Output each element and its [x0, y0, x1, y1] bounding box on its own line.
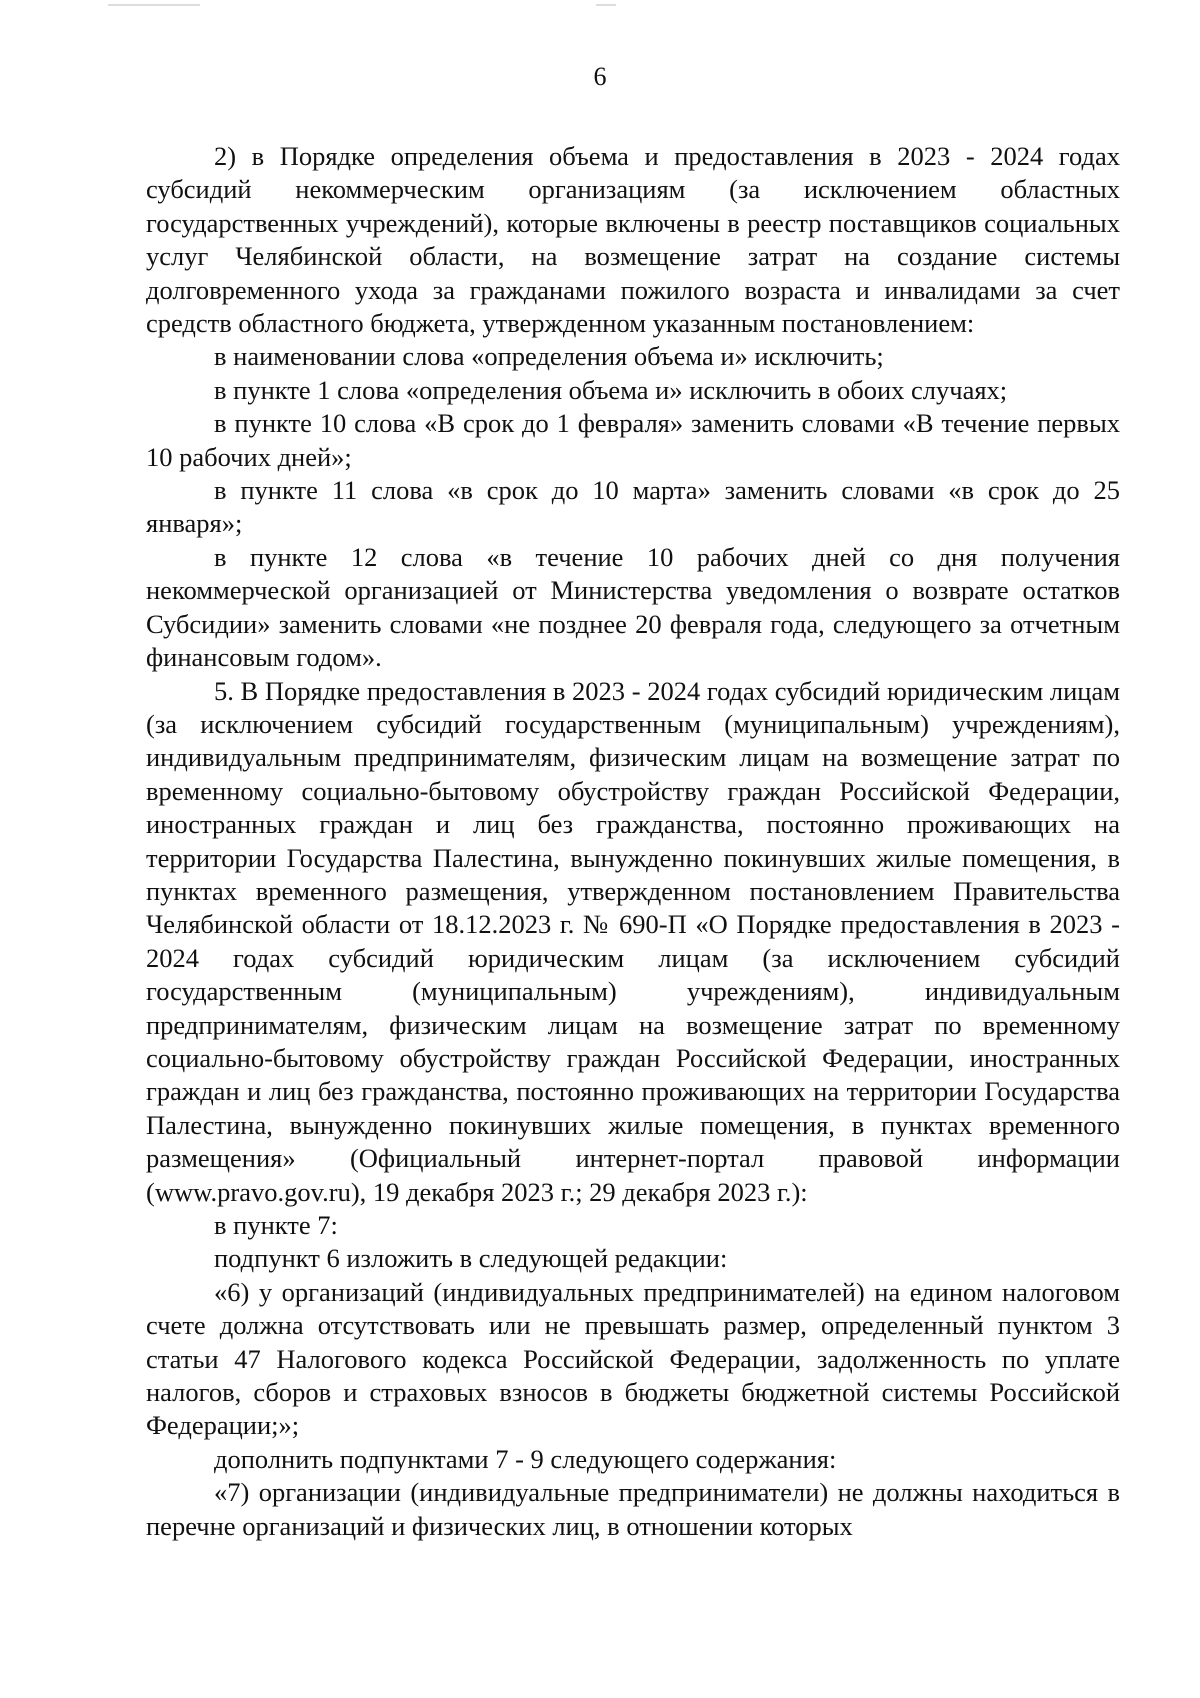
paragraph-section-5: 5. В Порядке предоставления в 2023 - 2024 годах субсидий юридическим лицам (за исключением субсидий государственным (муниципальным) учреждениям), индивидуальным предпринимателям, физическим лицам на возмещение затрат по временному социально-бытовому обустройству граждан Российской Федерации, иностранных граждан и лиц без гражданства, постоянно проживающих на территории Государства Палестина, вынужденно покинувших жилые помещения, в пунктах временного размещения, утвержденном постановлением Правительства Челябинской области от 18.12.2023 г. № 690-П «О Порядке предоставления в 2023 - 2024 годах субсидий юридическим лицам (за исключением субсидий государственным (муниципальным) учреждениям), индивидуальным предпринимателям, физическим лицам на возмещение затрат по временному социально-бытовому обустройству граждан Российской Федерации, иностранных граждан и лиц без гражданства, постоянно проживающих на территории Государства Палестина, вынужденно покинувших жилые помещения, в пунктах временного размещения» (Официальный интернет-портал правовой информации (www.pravo.gov.ru), 19 декабря 2023 г.; 29 декабря 2023 г.):: [146, 675, 1120, 1207]
document-body: [146, 140, 1120, 1543]
paragraph-name-amendment: в наименовании слова «определения объема и» исключить;: [214, 341, 884, 372]
scan-artifact: [108, 4, 200, 6]
page-number: 6: [593, 62, 607, 91]
paragraph-point-7: в пункте 7:: [214, 1210, 338, 1240]
paragraph-point-11-amendment: в пункте 11 слова «в срок до 10 марта» заменить словами «в срок до 25 января»;: [146, 475, 1120, 539]
paragraph-point-12-amendment: в пункте 12 слова «в течение 10 рабочих дней со дня получения некоммерческой организацией от Министерства уведомления о возврате остатков Субсидии» заменить словами «не позднее 20 февраля года, следующего за отчетным финансовым годом».: [146, 541, 1120, 673]
paragraph-point-10-amendment: в пункте 10 слова «В срок до 1 февраля» заменить словами «В течение первых 10 рабочих дней»;: [146, 408, 1120, 472]
paragraph-subpoint-6-intro: подпункт 6 изложить в следующей редакции:: [214, 1243, 728, 1274]
scan-artifact: [596, 4, 616, 6]
paragraph-subpoint-7-text: «7) организации (индивидуальные предприниматели) не должны находиться в перечне организаций и физических лиц, в отношении которых: [146, 1477, 1120, 1541]
paragraph-point-1-amendment: в пункте 1 слова «определения объема и» исключить в обоих случаях;: [214, 374, 1008, 405]
paragraph-subpoints-7-9-intro: дополнить подпунктами 7 - 9 следующего содержания:: [214, 1443, 837, 1474]
paragraph-item-2: 2) в Порядке определения объема и предоставления в 2023 - 2024 годах субсидий некоммерческим организациям (за исключением областных государственных учреждений), которые включены в реестр поставщиков социальных услуг Челябинской области, на возмещение затрат на создание системы долговременного ухода за гражданами пожилого возраста и инвалидами за счет средств областного бюджета, утвержденном указанным постановлением:: [146, 141, 1120, 339]
paragraph-subpoint-6-text: «6) у организаций (индивидуальных предпринимателей) на едином налоговом счете должна отсутствовать или не превышать размер, определенный пунктом 3 статьи 47 Налогового кодекса Российской Федерации, задолженность по уплате налогов, сборов и страховых взносов в бюджеты бюджетной системы Российской Федерации;»;: [146, 1276, 1120, 1441]
